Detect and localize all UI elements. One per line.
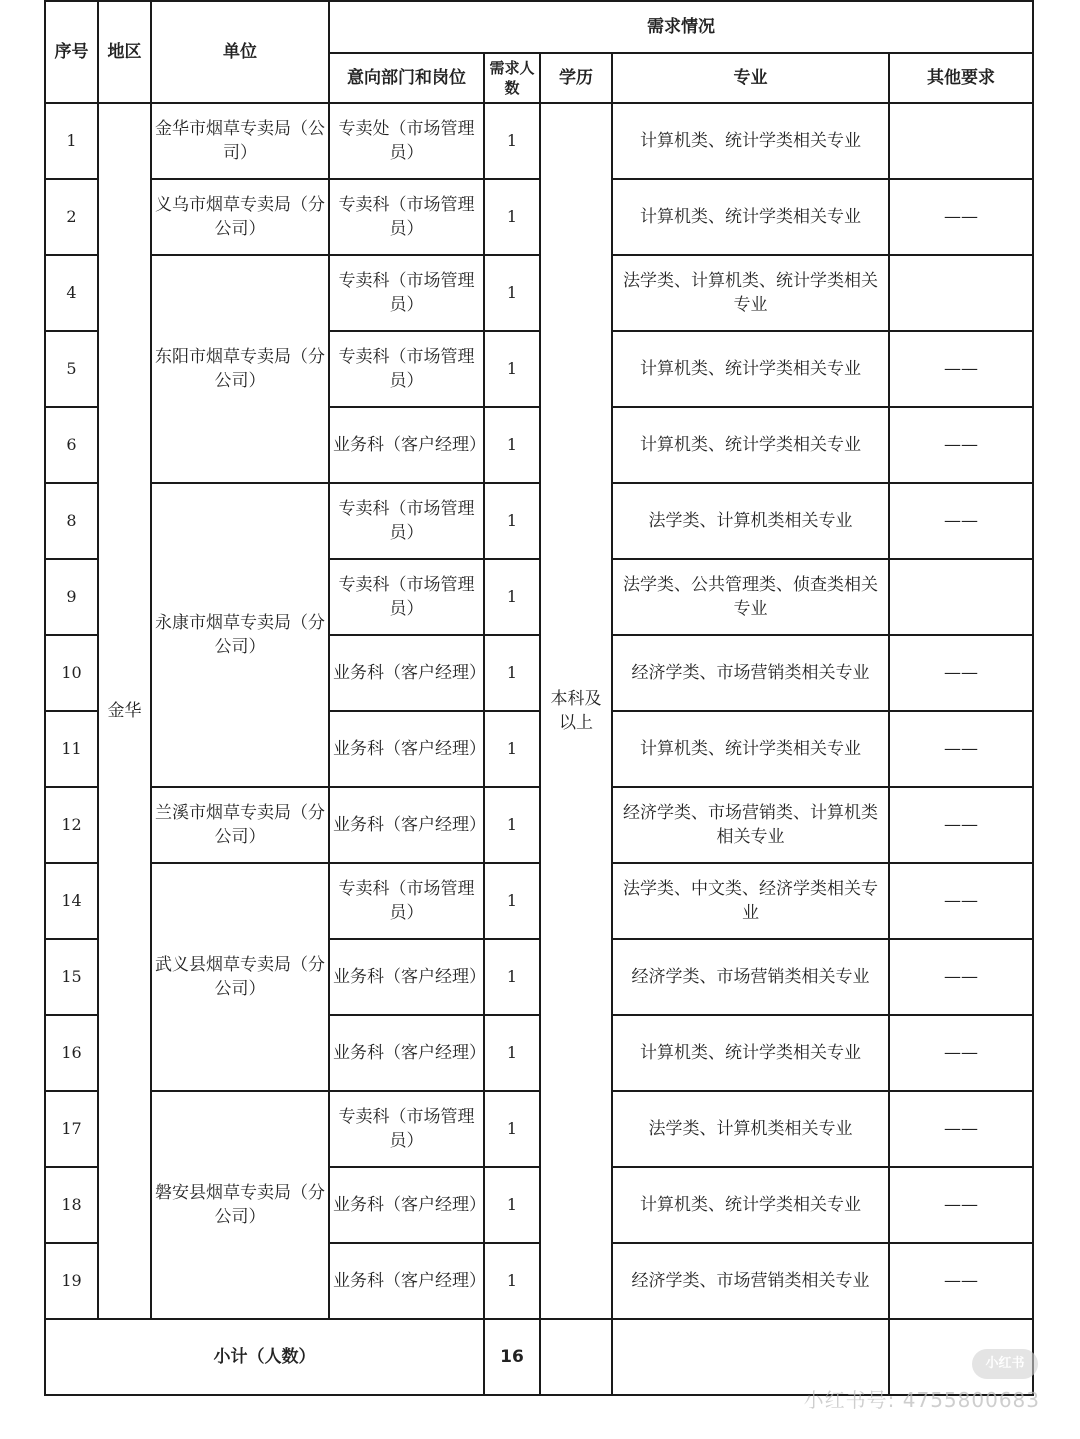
major-cell: 计算机类、统计学类相关专业 [612, 407, 889, 483]
table-row [45, 483, 1033, 559]
seq-cell: 6 [45, 407, 98, 483]
other-cell: —— [889, 179, 1033, 255]
other-cell: —— [889, 1015, 1033, 1091]
seq-cell: 17 [45, 1091, 98, 1167]
count-cell: 1 [484, 863, 540, 939]
seq-cell: 18 [45, 1167, 98, 1243]
header-other: 其他要求 [889, 53, 1033, 103]
table-row [45, 1091, 1033, 1167]
other-cell [889, 255, 1033, 331]
seq-cell: 1 [45, 103, 98, 179]
other-cell: —— [889, 863, 1033, 939]
other-cell: —— [889, 483, 1033, 559]
unit-cell: 金华市烟草专卖局（公司） [151, 103, 329, 179]
table-row [45, 103, 1033, 179]
table-row [45, 255, 1033, 331]
dept-cell: 专卖科（市场管理员） [329, 331, 484, 407]
watermark-logo: 小红书 [972, 1349, 1038, 1379]
dept-cell: 专卖科（市场管理员） [329, 559, 484, 635]
dept-cell: 专卖科（市场管理员） [329, 179, 484, 255]
count-cell: 1 [484, 787, 540, 863]
seq-cell: 15 [45, 939, 98, 1015]
major-cell: 计算机类、统计学类相关专业 [612, 1167, 889, 1243]
dept-cell: 专卖科（市场管理员） [329, 863, 484, 939]
count-cell: 1 [484, 103, 540, 179]
major-cell: 经济学类、市场营销类相关专业 [612, 1243, 889, 1319]
table-row [45, 179, 1033, 255]
other-cell: —— [889, 331, 1033, 407]
header-seq: 序号 [45, 1, 98, 103]
other-cell: —— [889, 1091, 1033, 1167]
unit-cell: 义乌市烟草专卖局（分公司） [151, 179, 329, 255]
dept-cell: 业务科（客户经理） [329, 787, 484, 863]
header-education: 学历 [540, 53, 612, 103]
total-value: 16 [484, 1319, 540, 1395]
count-cell: 1 [484, 635, 540, 711]
other-cell [889, 559, 1033, 635]
dept-cell: 业务科（客户经理） [329, 939, 484, 1015]
seq-cell: 12 [45, 787, 98, 863]
count-cell: 1 [484, 483, 540, 559]
count-cell: 1 [484, 1015, 540, 1091]
seq-cell: 14 [45, 863, 98, 939]
dept-cell: 专卖科（市场管理员） [329, 1091, 484, 1167]
count-cell: 1 [484, 939, 540, 1015]
count-cell: 1 [484, 407, 540, 483]
dept-cell: 业务科（客户经理） [329, 711, 484, 787]
other-cell: —— [889, 635, 1033, 711]
other-cell: —— [889, 939, 1033, 1015]
count-cell: 1 [484, 1243, 540, 1319]
seq-cell: 19 [45, 1243, 98, 1319]
seq-cell: 16 [45, 1015, 98, 1091]
watermark-text: 小红书号: 4755800683 [803, 1388, 1040, 1412]
header-major: 专业 [612, 53, 889, 103]
table-row [45, 787, 1033, 863]
unit-cell: 武义县烟草专卖局（分公司） [151, 863, 329, 1091]
seq-cell: 10 [45, 635, 98, 711]
total-label: 小计（人数） [45, 1319, 484, 1395]
major-cell: 法学类、计算机类相关专业 [612, 483, 889, 559]
count-cell: 1 [484, 711, 540, 787]
total-empty-education [540, 1319, 612, 1395]
header-demand: 需求情况 [329, 1, 1033, 53]
recruitment-table-sheet [44, 0, 1032, 1396]
unit-cell: 磐安县烟草专卖局（分公司） [151, 1091, 329, 1319]
major-cell: 法学类、公共管理类、侦查类相关专业 [612, 559, 889, 635]
dept-cell: 业务科（客户经理） [329, 1167, 484, 1243]
count-cell: 1 [484, 331, 540, 407]
count-cell: 1 [484, 1091, 540, 1167]
count-cell: 1 [484, 255, 540, 331]
header-dept-post: 意向部门和岗位 [329, 53, 484, 103]
major-cell: 法学类、计算机类、统计学类相关专业 [612, 255, 889, 331]
dept-cell: 专卖科（市场管理员） [329, 483, 484, 559]
unit-cell: 东阳市烟草专卖局（分公司） [151, 255, 329, 483]
major-cell: 经济学类、市场营销类、计算机类相关专业 [612, 787, 889, 863]
major-cell: 计算机类、统计学类相关专业 [612, 1015, 889, 1091]
major-cell: 计算机类、统计学类相关专业 [612, 103, 889, 179]
major-cell: 计算机类、统计学类相关专业 [612, 711, 889, 787]
count-cell: 1 [484, 559, 540, 635]
other-cell: —— [889, 787, 1033, 863]
header-count: 需求人数 [484, 53, 540, 103]
major-cell: 法学类、计算机类相关专业 [612, 1091, 889, 1167]
major-cell: 计算机类、统计学类相关专业 [612, 331, 889, 407]
seq-cell: 8 [45, 483, 98, 559]
header-unit: 单位 [151, 1, 329, 103]
dept-cell: 业务科（客户经理） [329, 1015, 484, 1091]
unit-cell: 永康市烟草专卖局（分公司） [151, 483, 329, 787]
major-cell: 法学类、中文类、经济学类相关专业 [612, 863, 889, 939]
table-row [45, 863, 1033, 939]
other-cell [889, 103, 1033, 179]
seq-cell: 2 [45, 179, 98, 255]
dept-cell: 专卖科（市场管理员） [329, 255, 484, 331]
dept-cell: 业务科（客户经理） [329, 635, 484, 711]
recruitment-table [44, 0, 1034, 1396]
major-cell: 经济学类、市场营销类相关专业 [612, 939, 889, 1015]
major-cell: 经济学类、市场营销类相关专业 [612, 635, 889, 711]
count-cell: 1 [484, 1167, 540, 1243]
other-cell: —— [889, 711, 1033, 787]
seq-cell: 11 [45, 711, 98, 787]
seq-cell: 9 [45, 559, 98, 635]
seq-cell: 4 [45, 255, 98, 331]
region-cell: 金华 [98, 103, 151, 1319]
unit-cell: 兰溪市烟草专卖局（分公司） [151, 787, 329, 863]
dept-cell: 业务科（客户经理） [329, 407, 484, 483]
count-cell: 1 [484, 179, 540, 255]
header-region: 地区 [98, 1, 151, 103]
other-cell: —— [889, 1167, 1033, 1243]
dept-cell: 业务科（客户经理） [329, 1243, 484, 1319]
other-cell: —— [889, 1243, 1033, 1319]
other-cell: —— [889, 407, 1033, 483]
major-cell: 计算机类、统计学类相关专业 [612, 179, 889, 255]
seq-cell: 5 [45, 331, 98, 407]
dept-cell: 专卖处（市场管理员） [329, 103, 484, 179]
education-cell: 本科及以上 [540, 103, 612, 1319]
